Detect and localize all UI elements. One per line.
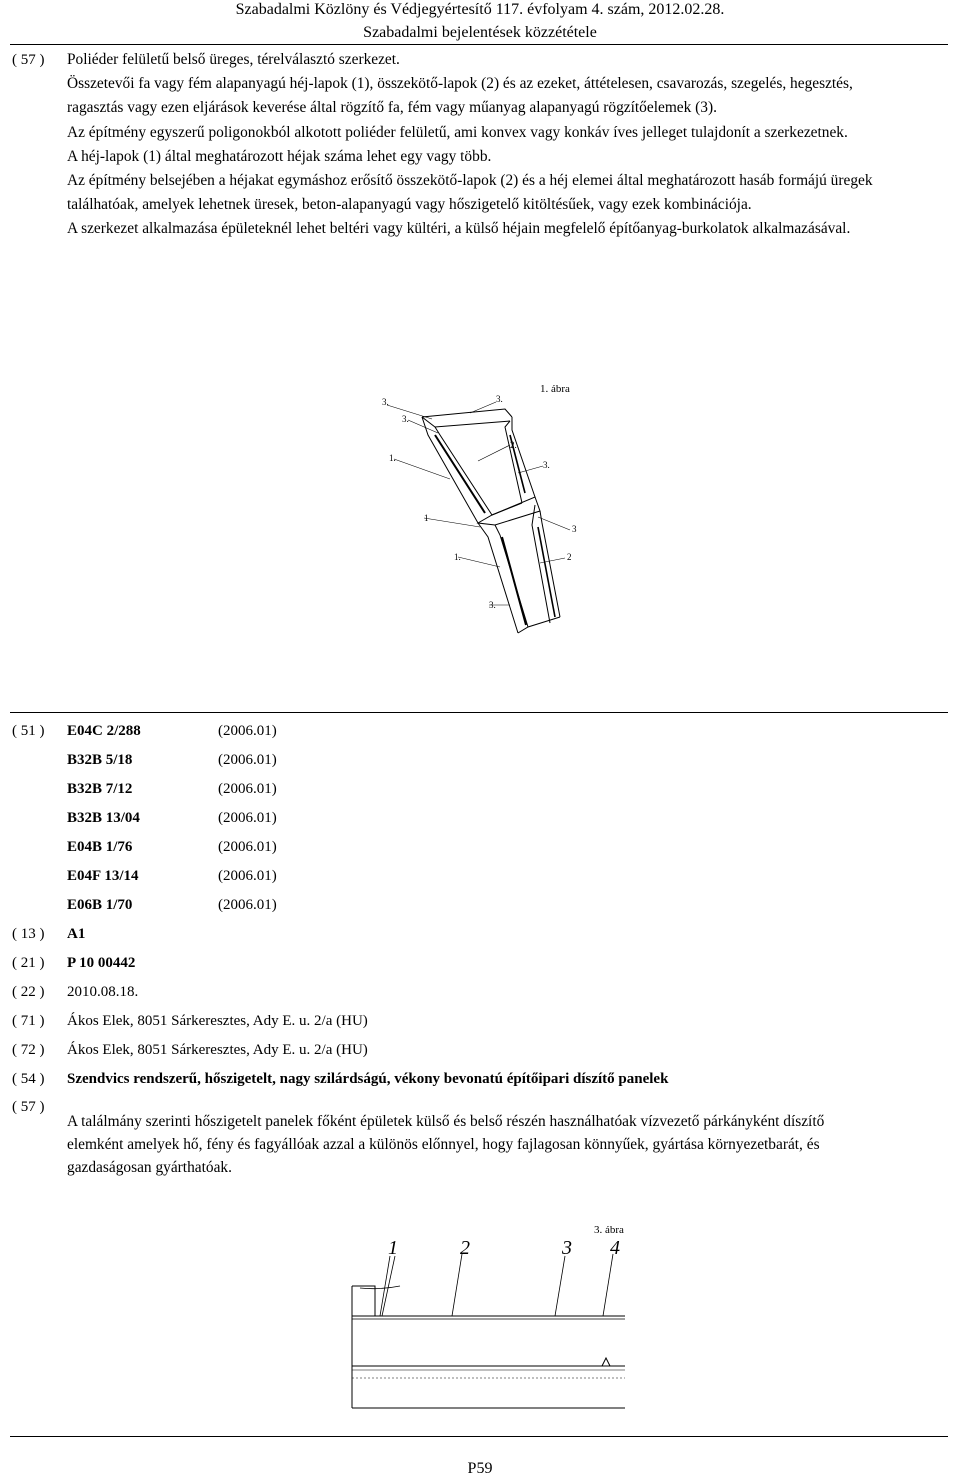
figure-1-label: 1. (454, 552, 461, 562)
figure-3-label: 2 (460, 1237, 470, 1259)
classification-date: (2006.01) (218, 810, 277, 826)
entry1-title: Poliéder felületű belső üreges, térelválasztó szerkezet. (67, 51, 400, 68)
figure-1-label: 3. (543, 460, 550, 470)
figure-1-label: 3. (496, 394, 503, 404)
classification-code: E04C 2/288 (67, 723, 141, 739)
classification-code: E04B 1/76 (67, 839, 133, 855)
classification-row (67, 808, 277, 828)
classification-row (67, 779, 277, 799)
abstract: A találmány szerinti hőszigetelt panelek főként épületek külső és belső részén használhatóak vízvezető párkányként díszítő elemként amelyek hő, fény és fagyállóak azzal a különös előnnyel, hogy fajlagosan könnyűek, gyártása környezetbarát, és gazdaságosan gyárthatóak. (67, 1113, 825, 1176)
entry1-paragraph: Összetevői fa vagy fém alapanyagú héj-lapok (1), összekötő-lapok (2) és az ezeket, áttételesen, csavarozás, szegelés, hegesztés, ragasztás vagy ezen eljárások keverése által rögzítő fa, fém vagy műanyag alapanyagú rögzítőelemek (3). (67, 75, 853, 117)
journal-header: Szabadalmi Közlöny és Védjegyértesítő 117. évfolyam 4. szám, 2012.02.28. (235, 1, 725, 18)
classification-row (67, 837, 277, 857)
entry-separator (10, 712, 948, 713)
figure-3-label: 1 (388, 1237, 398, 1259)
classification-code: B32B 5/18 (67, 752, 133, 768)
inventor: Ákos Elek, 8051 Sárkeresztes, Ady E. u. 2/a (HU) (67, 1042, 368, 1058)
figure-3-label: 3 (562, 1237, 572, 1259)
figure-1-label: 3 (572, 524, 577, 534)
figure-3-drawing (340, 1218, 670, 1418)
document-kind: A1 (67, 926, 86, 942)
inid-51-tag: ( 51 ) (12, 723, 45, 739)
classification-date: (2006.01) (218, 723, 277, 739)
inid-13-tag: ( 13 ) (12, 926, 45, 942)
classification-row (67, 721, 277, 741)
figure-1-label: 3. (489, 600, 496, 610)
classification-code: E04F 13/14 (67, 868, 139, 884)
entry1-body (67, 48, 907, 242)
figure-1-caption: 1. ábra (540, 383, 570, 395)
classification-code: B32B 13/04 (67, 810, 140, 826)
inid-71-tag: ( 71 ) (12, 1013, 45, 1029)
classification-row (67, 750, 277, 770)
classification-date: (2006.01) (218, 752, 277, 768)
classification-date: (2006.01) (218, 897, 277, 913)
inid-21-tag: ( 21 ) (12, 955, 45, 971)
classification-date: (2006.01) (218, 781, 277, 797)
entry1-paragraph: Az építmény belsejében a héjakat egymáshoz erősítő összekötő-lapok (2) és a héj elemei által meghatározott hasáb formájú üregek találhatóak, amelyek lehetnek üresek, beton-alapanyagú vagy hőszigetelő kitöltésűek, vagy ezek kombinációja. (67, 172, 873, 214)
figure-3-caption: 3. ábra (594, 1224, 624, 1236)
inid-54-tag: ( 54 ) (12, 1071, 45, 1087)
section-header: Szabadalmi bejelentések közzététele (363, 24, 597, 41)
inid-22-tag: ( 22 ) (12, 984, 45, 1000)
classification-row (67, 895, 277, 915)
figure-1-label: 3. (382, 397, 389, 407)
figure-1-label: 2. (510, 440, 517, 450)
applicant: Ákos Elek, 8051 Sárkeresztes, Ady E. u. 2/a (HU) (67, 1013, 368, 1029)
application-number: P 10 00442 (67, 955, 136, 971)
classification-date: (2006.01) (218, 839, 277, 855)
inid-72-tag: ( 72 ) (12, 1042, 45, 1058)
inid-57-tag: ( 57 ) (12, 1099, 45, 1115)
entry1-paragraph: A héj-lapok (1) által meghatározott héjak száma lehet egy vagy több. (67, 147, 492, 165)
inid-57-tag: ( 57 ) (12, 52, 45, 68)
classification-code: E06B 1/70 (67, 897, 133, 913)
filing-date: 2010.08.18. (67, 984, 139, 1000)
entry1-paragraph: Az építmény egyszerű poligonokból alkotott poliéder felületű, ami konvex vagy konkáv íves jelleget tulajdonít a szerkezetnek. (67, 123, 848, 141)
figure-1-label: 2 (567, 552, 572, 562)
invention-title: Szendvics rendszerű, hőszigetelt, nagy szilárdságú, vékony bevonatú építőipari díszítő panelek (67, 1071, 669, 1087)
entry1-paragraph: A szerkezet alkalmazása épületeknél lehet beltéri vagy kültéri, a külső héjain megfelelő építőanyag-burkolatok alkalmazásával. (67, 220, 851, 238)
figure-3-label: 4 (610, 1237, 620, 1259)
page-number: P59 (467, 1460, 493, 1477)
figure-1-label: 1. (389, 453, 396, 463)
classification-code: B32B 7/12 (67, 781, 133, 797)
classification-date: (2006.01) (218, 868, 277, 884)
figure-1-drawing (360, 375, 620, 645)
footer-rule (10, 1436, 948, 1437)
figure-1-label: 1 (424, 513, 429, 523)
figure-1-label: 3. (402, 414, 409, 424)
classification-row (67, 866, 277, 886)
header-rule (10, 44, 948, 45)
